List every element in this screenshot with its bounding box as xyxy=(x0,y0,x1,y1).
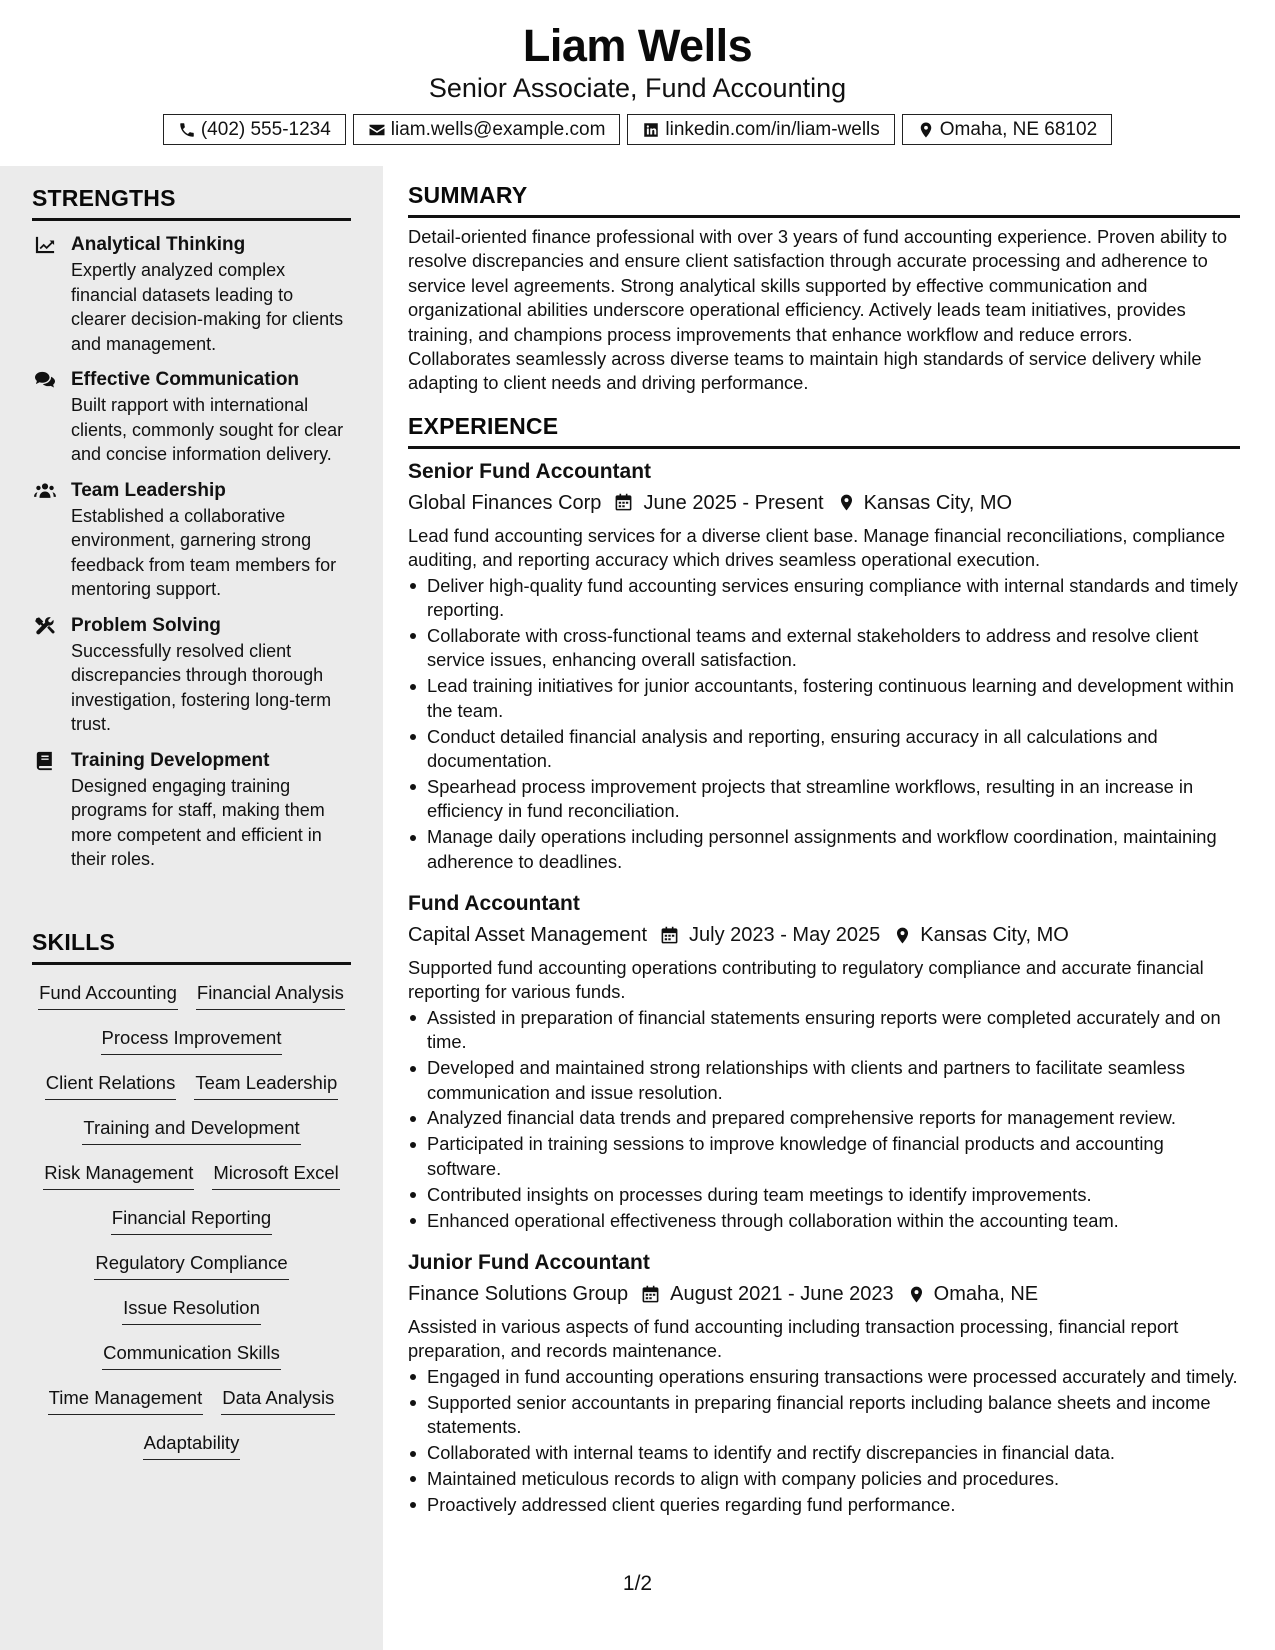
skill-tag: Microsoft Excel xyxy=(212,1160,339,1190)
bullet-item: Spearhead process improvement projects that streamline workflows, resulting in an increase in efficiency in fund reconciliation. xyxy=(408,775,1240,824)
map-pin-icon xyxy=(907,1285,926,1304)
job-meta xyxy=(408,1279,1240,1309)
contact-email-text: liam.wells@example.com xyxy=(390,118,606,140)
job-description: Lead fund accounting services for a diverse client base. Manage financial reconciliations, compliance auditing, and reporting accuracy which drives seamless operational execution. xyxy=(408,524,1226,571)
strength-desc: Established a collaborative environment, garnering strong feedback from team members for mentoring support. xyxy=(71,505,337,599)
skill-tag: Time Management xyxy=(48,1385,204,1415)
job-bullets xyxy=(408,1365,1240,1517)
job-entry xyxy=(408,1249,1240,1517)
strengths-heading: STRENGTHS xyxy=(32,185,351,221)
job-entry xyxy=(408,458,1240,874)
bullet-item: Collaborated with internal teams to identify and rectify discrepancies in financial data. xyxy=(408,1441,1240,1465)
skill-tag: Client Relations xyxy=(45,1070,177,1100)
skill-row xyxy=(32,1340,351,1385)
candidate-title: Senior Associate, Fund Accounting xyxy=(428,73,847,103)
bullet-item: Proactively addressed client queries regarding fund performance. xyxy=(408,1493,1240,1517)
job-location: Kansas City, MO xyxy=(920,924,1069,947)
map-pin-icon xyxy=(837,493,856,512)
bullet-item: Conduct detailed financial analysis and reporting, ensuring accuracy in all calculations and documentation. xyxy=(408,725,1240,774)
skill-row xyxy=(32,1025,351,1070)
job-company: Finance Solutions Group xyxy=(408,1283,629,1305)
bullet-item: Manage daily operations including personnel assignments and workflow coordination, maintaining adherence to deadlines. xyxy=(408,825,1240,874)
skill-tag: Financial Reporting xyxy=(111,1205,272,1235)
strength-title: Training Development xyxy=(71,749,270,771)
bullet-item: Participated in training sessions to improve knowledge of financial products and accounting software. xyxy=(408,1132,1240,1181)
main-column xyxy=(408,182,1240,1519)
job-dates: August 2021 - June 2023 xyxy=(670,1283,894,1305)
skill-row xyxy=(32,1385,351,1430)
calendar-icon xyxy=(641,1285,660,1304)
job-title: Junior Fund Accountant xyxy=(408,1251,650,1274)
skill-row xyxy=(32,1250,351,1295)
contact-phone xyxy=(163,114,346,145)
job-meta xyxy=(408,920,1240,950)
bullet-item: Developed and maintained strong relationships with clients and partners to facilitate seamless communication and issue resolution. xyxy=(408,1056,1240,1105)
skill-tag: Fund Accounting xyxy=(38,980,178,1010)
strength-desc: Built rapport with international clients, commonly sought for clear and concise information delivery. xyxy=(71,395,344,464)
strength-title: Analytical Thinking xyxy=(71,234,246,255)
job-title: Fund Accountant xyxy=(408,892,580,916)
bullet-item: Collaborate with cross-functional teams and external stakeholders to address and resolve client service issues, enhancing overall satisfaction. xyxy=(408,624,1240,673)
strength-title: Team Leadership xyxy=(71,479,226,501)
bullet-item: Assisted in preparation of financial statements ensuring reports were completed accurately and on time. xyxy=(408,1006,1240,1055)
skill-row xyxy=(32,1205,351,1250)
envelope-icon xyxy=(368,121,386,139)
bullet-item: Contributed insights on processes during team meetings to identify improvements. xyxy=(408,1183,1240,1207)
skill-row xyxy=(32,1070,351,1115)
contact-phone-text: (402) 555-1234 xyxy=(200,118,331,140)
strength-item xyxy=(32,748,351,872)
skill-tag: Financial Analysis xyxy=(196,980,345,1010)
bullet-item: Enhanced operational effectiveness through collaboration within the accounting team. xyxy=(408,1209,1240,1233)
job-location: Kansas City, MO xyxy=(863,491,1013,514)
skill-row xyxy=(32,1160,351,1205)
job-company: Capital Asset Management xyxy=(408,924,648,947)
bullet-item: Lead training initiatives for junior accountants, fostering continuous learning and development within the team. xyxy=(408,674,1240,723)
map-pin-icon xyxy=(893,926,912,945)
strength-desc: Designed engaging training programs for staff, making them more competent and efficient in their roles. xyxy=(71,775,325,869)
experience-section xyxy=(408,413,1240,1517)
bullet-item: Maintained meticulous records to align with company policies and procedures. xyxy=(408,1467,1240,1491)
skill-row xyxy=(32,1295,351,1340)
skill-tag: Adaptability xyxy=(143,1430,241,1460)
skill-tag: Process Improvement xyxy=(101,1025,283,1055)
job-dates: June 2025 - Present xyxy=(643,491,824,514)
strength-item xyxy=(32,232,351,356)
skill-tag: Team Leadership xyxy=(194,1070,338,1100)
bullet-item: Analyzed financial data trends and prepared comprehensive reports for management review. xyxy=(408,1106,1240,1130)
skill-tag: Risk Management xyxy=(43,1160,194,1190)
strength-desc: Expertly analyzed complex financial datasets leading to clearer decision-making for clients and management. xyxy=(71,260,344,354)
job-dates: July 2023 - May 2025 xyxy=(689,924,881,947)
job-company: Global Finances Corp xyxy=(408,491,602,514)
summary-heading: SUMMARY xyxy=(408,182,1240,218)
job-bullets xyxy=(408,574,1240,874)
strength-title: Problem Solving xyxy=(71,614,221,636)
contact-linkedin-text: linkedin.com/in/liam-wells xyxy=(665,118,880,140)
job-location: Omaha, NE xyxy=(933,1283,1039,1305)
resume-header xyxy=(0,0,1275,166)
users-icon xyxy=(34,481,56,501)
skill-tag: Data Analysis xyxy=(221,1385,335,1415)
chat-bubbles-icon xyxy=(34,370,56,390)
contact-linkedin xyxy=(627,114,894,145)
chart-line-icon xyxy=(34,235,56,255)
experience-heading: EXPERIENCE xyxy=(408,413,1240,449)
linkedin-icon xyxy=(642,121,660,139)
skills-section xyxy=(32,929,351,1475)
calendar-icon xyxy=(614,493,633,512)
sidebar xyxy=(0,166,383,1650)
contact-location-text: Omaha, NE 68102 xyxy=(939,118,1098,140)
calendar-icon xyxy=(660,926,679,945)
job-title: Senior Fund Accountant xyxy=(408,459,652,483)
skill-row xyxy=(32,1115,351,1160)
strengths-section xyxy=(32,185,351,872)
bullet-item: Supported senior accountants in preparing financial reports including balance sheets and income statements. xyxy=(408,1391,1240,1440)
candidate-name: Liam Wells xyxy=(522,20,753,71)
skill-tag: Regulatory Compliance xyxy=(94,1250,288,1280)
job-description: Supported fund accounting operations contributing to regulatory compliance and accurate financial reporting for various funds. xyxy=(408,957,1204,1003)
skill-tag: Issue Resolution xyxy=(122,1295,261,1325)
contact-bar xyxy=(0,114,1275,145)
bullet-item: Engaged in fund accounting operations ensuring transactions were processed accurately and timely. xyxy=(408,1365,1240,1389)
skills-heading: SKILLS xyxy=(32,929,351,965)
map-pin-icon xyxy=(917,121,935,139)
skills-list xyxy=(32,980,351,1475)
bullet-item: Deliver high-quality fund accounting services ensuring compliance with internal standards and timely reporting. xyxy=(408,574,1240,623)
strength-title: Effective Communication xyxy=(71,369,300,390)
strength-desc: Successfully resolved client discrepancies through thorough investigation, fostering long-term trust. xyxy=(71,640,332,734)
contact-email xyxy=(353,114,621,145)
page-number: 1/2 xyxy=(622,1572,653,1595)
strength-item xyxy=(32,478,351,602)
tools-icon xyxy=(34,616,56,636)
skill-tag: Communication Skills xyxy=(102,1340,281,1370)
job-meta xyxy=(408,488,1240,518)
job-description: Assisted in various aspects of fund accounting including transaction processing, financial report preparation, and records maintenance. xyxy=(408,1316,1179,1362)
job-bullets xyxy=(408,1006,1240,1233)
skill-row xyxy=(32,980,351,1025)
skill-tag: Training and Development xyxy=(82,1115,300,1145)
contact-location xyxy=(902,114,1112,145)
phone-icon xyxy=(178,121,196,139)
summary-text: Detail-oriented finance professional with over 3 years of fund accounting experience. Proven ability to resolve discrepancies and ensure client satisfaction through accurate processing and adherence to service level agreements. Strong analytical skills supported by effective communication and organizational abilities underscore operational efficiency. Actively leads team initiatives, provides training, and champions process improvements that enhance workflow and reduce errors. Collaborates seamlessly across diverse teams to maintain high standards of service delivery while adapting to client needs and driving performance. xyxy=(408,226,1228,394)
skill-row xyxy=(32,1430,351,1475)
strength-item xyxy=(32,613,351,737)
summary-section xyxy=(408,182,1240,396)
book-icon xyxy=(34,751,56,771)
job-entry xyxy=(408,890,1240,1233)
strength-item xyxy=(32,367,351,467)
